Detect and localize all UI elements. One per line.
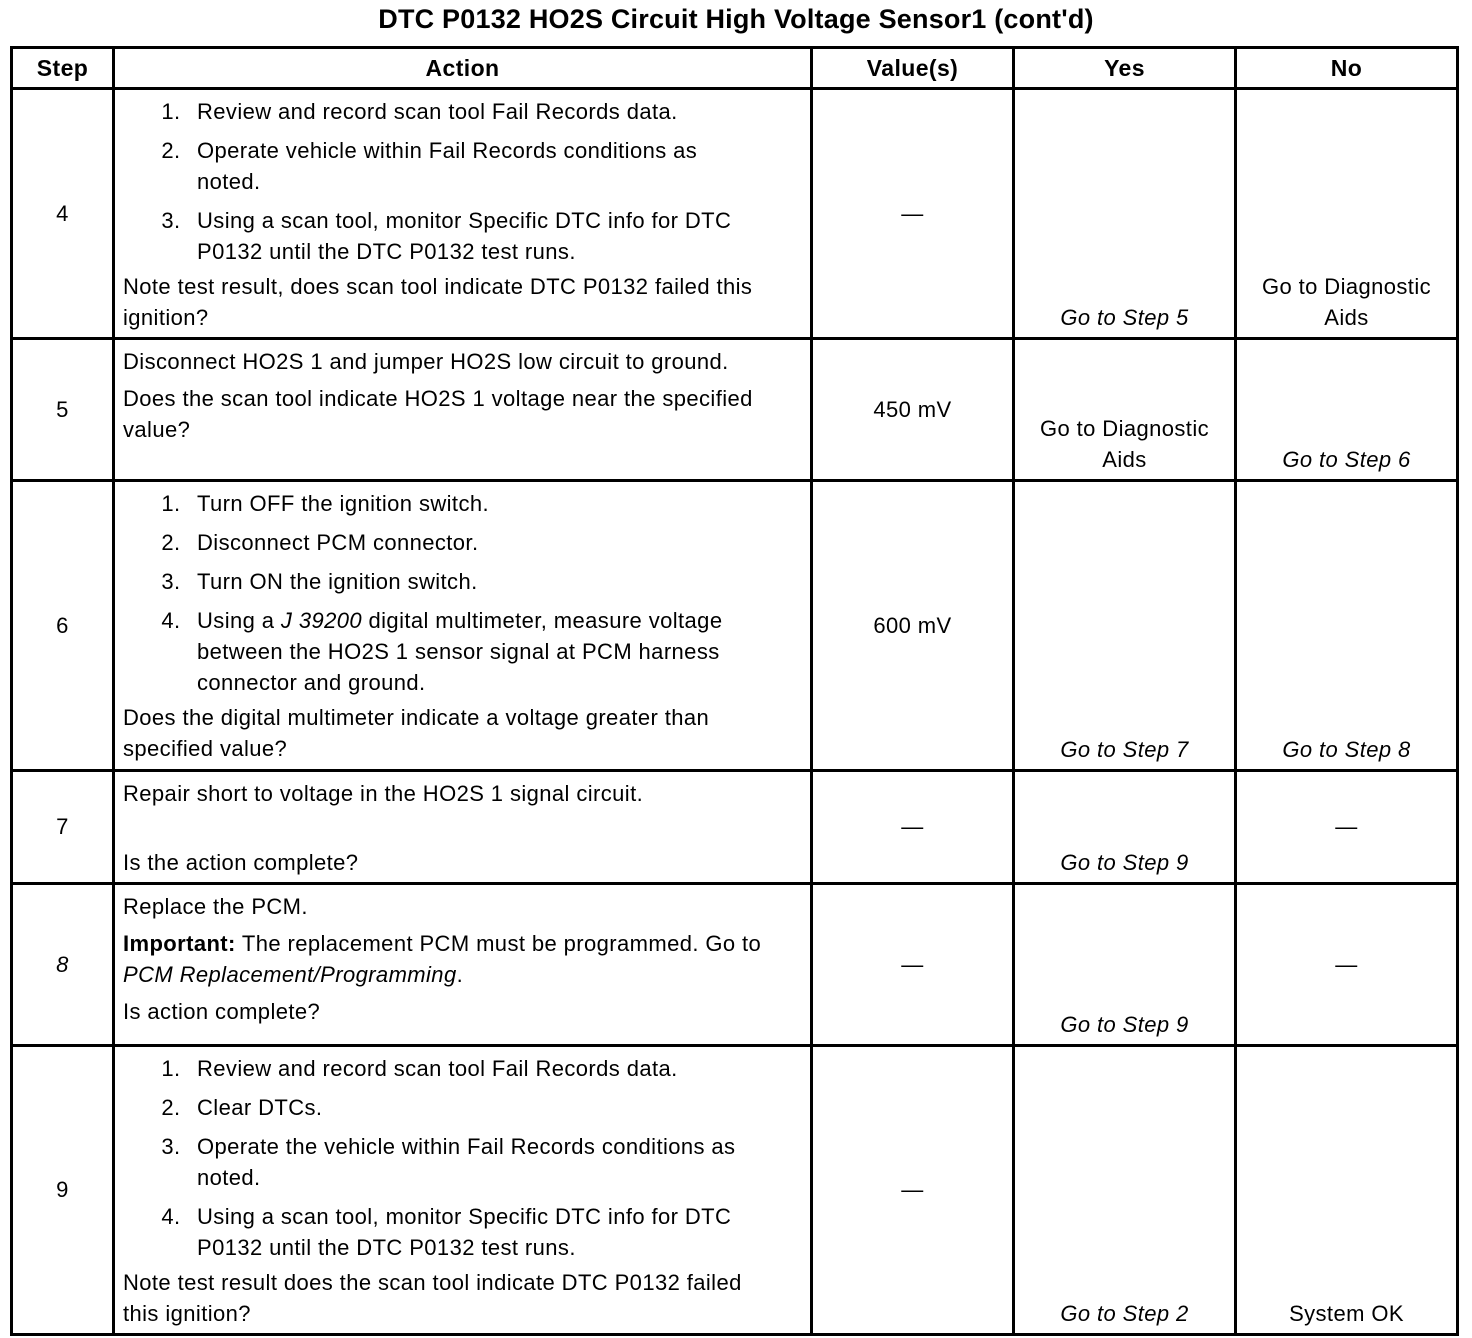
table-row (12, 481, 1458, 771)
header-values: Value(s) (812, 48, 1014, 89)
value-cell: 450 mV (812, 339, 1014, 481)
action-question: Note test result does the scan tool indicate DTC P0132 failed this ignition? (123, 1270, 742, 1326)
table-row (12, 1046, 1458, 1335)
no-result: System OK (1236, 1046, 1458, 1335)
step-number: 4 (12, 89, 114, 339)
page-title: DTC P0132 HO2S Circuit High Voltage Sensor1 (cont'd) (378, 4, 1094, 34)
item-text: Using a (197, 608, 281, 633)
list-item: 4. Using a scan tool, monitor Specific DTC info for DTC P0132 until the DTC P0132 test runs. (187, 1201, 798, 1263)
header-no: No (1236, 48, 1458, 89)
step-number: 7 (12, 771, 114, 884)
action-cell (114, 771, 812, 884)
pcm-replacement-link[interactable]: PCM Replacement/Programming (123, 962, 457, 987)
action-cell (114, 89, 812, 339)
action-cell (114, 884, 812, 1046)
yes-link[interactable]: Go to Diagnostic Aids (1014, 339, 1236, 481)
list-item: 3. Operate the vehicle within Fail Records conditions as noted. (187, 1131, 798, 1193)
important-label: Important: (123, 931, 236, 956)
step-number: 5 (12, 339, 114, 481)
yes-link[interactable]: Go to Step 9 (1014, 771, 1236, 884)
important-text: The replacement PCM must be programmed. Go to (235, 931, 762, 956)
value-cell: — (812, 771, 1014, 884)
action-question: Is the action complete? (123, 850, 359, 875)
action-text: Repair short to voltage in the HO2S 1 signal circuit. (123, 781, 644, 806)
value-cell: — (812, 884, 1014, 1046)
step-number: 8 (12, 884, 114, 1046)
action-cell (114, 1046, 812, 1335)
table-row (12, 89, 1458, 339)
action-list (123, 96, 798, 267)
important-end: . (456, 962, 464, 987)
step-number: 6 (12, 481, 114, 771)
no-value: — (1236, 884, 1458, 1046)
no-link[interactable]: Go to Step 8 (1236, 481, 1458, 771)
table-row (12, 339, 1458, 481)
action-list (123, 1053, 798, 1263)
no-link[interactable]: Go to Step 6 (1236, 339, 1458, 481)
no-link[interactable]: Go to Diagnostic Aids (1236, 89, 1458, 339)
diagnostic-table (10, 46, 1459, 1336)
yes-link[interactable]: Go to Step 9 (1014, 884, 1236, 1046)
action-cell (114, 339, 812, 481)
item-text: digital multimeter, measure voltage between the HO2S 1 sensor signal at PCM harness connector and ground. (197, 608, 723, 695)
action-question: Note test result, does scan tool indicate DTC P0132 failed this ignition? (123, 274, 753, 330)
spacer (123, 809, 798, 847)
list-item: 2. Clear DTCs. (187, 1092, 798, 1123)
table-row (12, 884, 1458, 1046)
header-row (12, 48, 1458, 89)
action-list (123, 488, 798, 698)
list-item: 1. Review and record scan tool Fail Records data. (187, 96, 798, 127)
action-question: Does the digital multimeter indicate a voltage greater than specified value? (123, 705, 710, 761)
no-value: — (1236, 771, 1458, 884)
list-item: 2. Disconnect PCM connector. (187, 527, 798, 558)
important-note (123, 928, 798, 990)
yes-link[interactable]: Go to Step 5 (1014, 89, 1236, 339)
value-cell: — (812, 89, 1014, 339)
action-text: Disconnect HO2S 1 and jumper HO2S low circuit to ground. (123, 349, 729, 374)
value-cell: — (812, 1046, 1014, 1335)
tool-reference: J 39200 (280, 608, 362, 633)
header-action: Action (114, 48, 812, 89)
header-yes: Yes (1014, 48, 1236, 89)
list-item: 2. Operate vehicle within Fail Records conditions as noted. (187, 135, 798, 197)
step-number: 9 (12, 1046, 114, 1335)
action-cell (114, 481, 812, 771)
table-row (12, 771, 1458, 884)
list-item: 1. Turn OFF the ignition switch. (187, 488, 798, 519)
list-item: 3. Turn ON the ignition switch. (187, 566, 798, 597)
action-text: Replace the PCM. (123, 894, 308, 919)
list-item (187, 605, 798, 698)
yes-link[interactable]: Go to Step 2 (1014, 1046, 1236, 1335)
list-item: 1. Review and record scan tool Fail Records data. (187, 1053, 798, 1084)
value-cell: 600 mV (812, 481, 1014, 771)
header-step: Step (12, 48, 114, 89)
action-question: Does the scan tool indicate HO2S 1 voltage near the specified value? (123, 386, 753, 442)
action-question: Is action complete? (123, 999, 321, 1024)
yes-link[interactable]: Go to Step 7 (1014, 481, 1236, 771)
list-item: 3. Using a scan tool, monitor Specific DTC info for DTC P0132 until the DTC P0132 test runs. (187, 205, 798, 267)
